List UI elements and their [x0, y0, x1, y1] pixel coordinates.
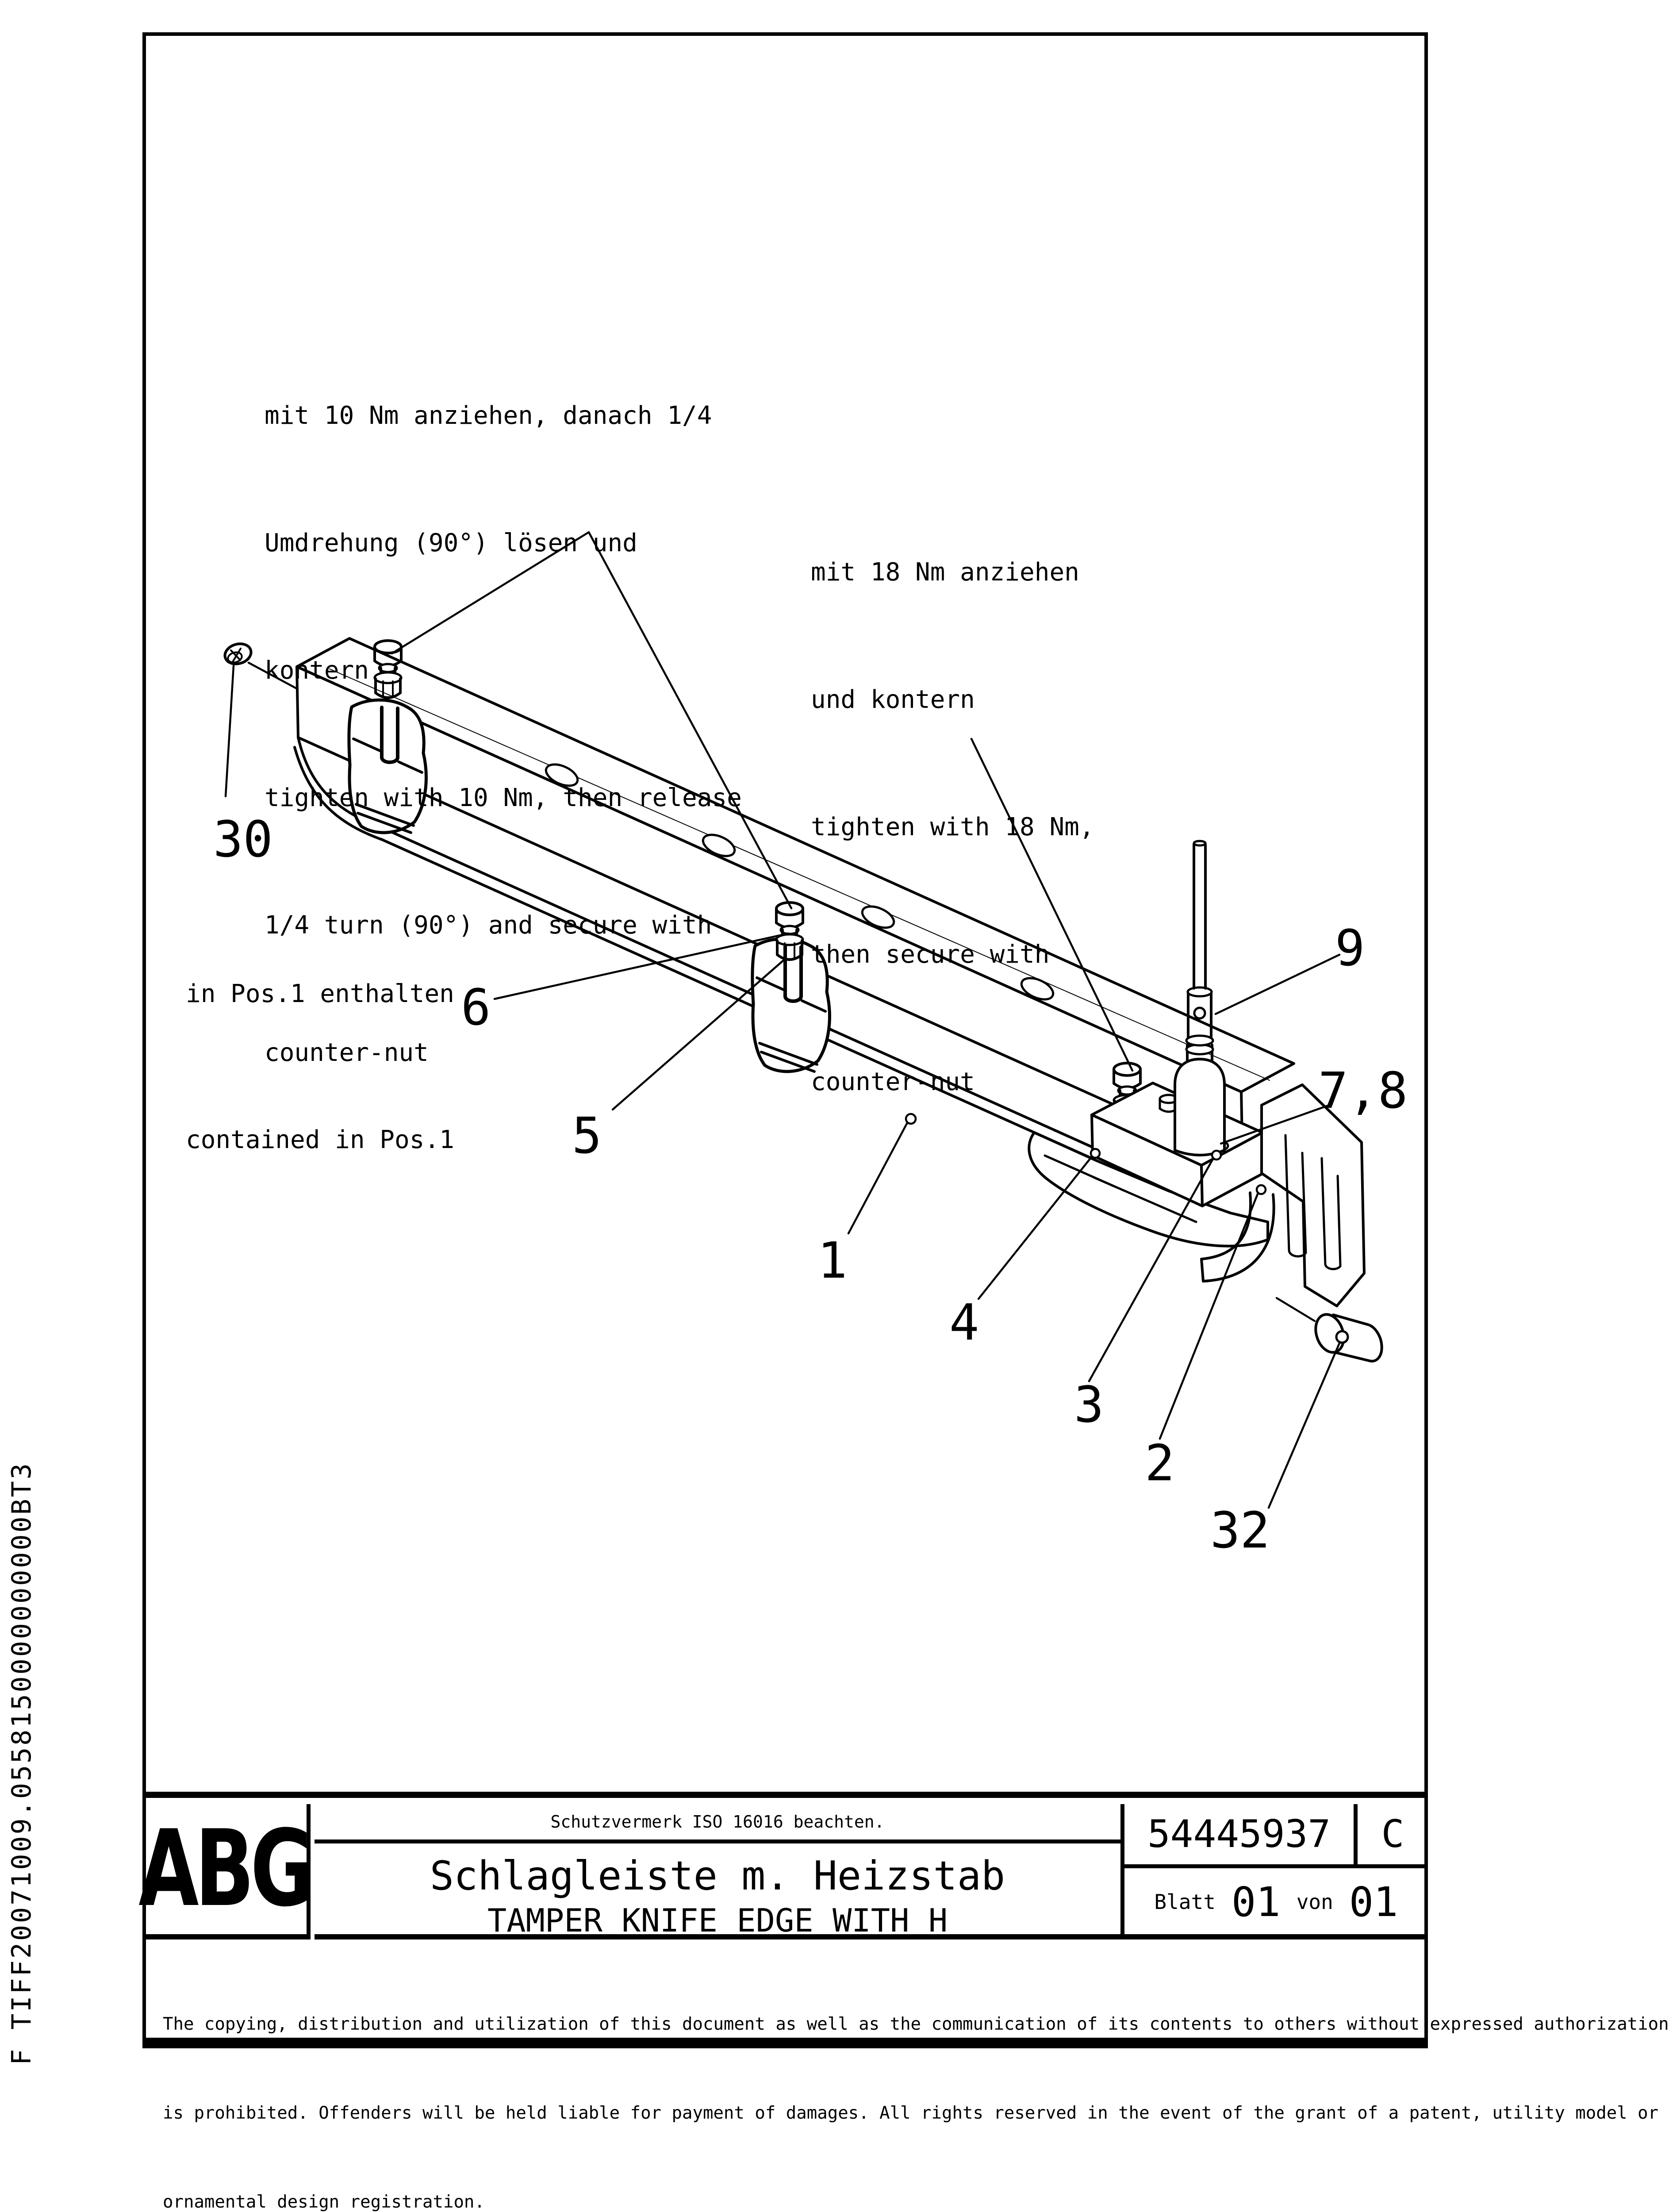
- note-line: Umdrehung (90°) lösen und: [265, 529, 637, 557]
- note-line: counter-nut: [265, 1038, 429, 1067]
- leader-4: [978, 1156, 1093, 1299]
- part-label-32: 32: [1210, 1502, 1270, 1559]
- note-line: mit 10 Nm anziehen, danach 1/4: [265, 401, 712, 430]
- leader-32: [1269, 1343, 1339, 1508]
- note-line: in Pos.1 enthalten: [186, 979, 454, 1008]
- note-line: mit 18 Nm anziehen: [811, 558, 1079, 587]
- drawing-title-german: Schlagleiste m. Heizstab: [430, 1853, 1005, 1899]
- leader-dot-4: [1091, 1149, 1100, 1158]
- note-line: und kontern: [811, 685, 975, 714]
- revision-letter: C: [1354, 1804, 1428, 1864]
- pos30-note: [186, 872, 454, 1213]
- torque-note-18nm: [811, 466, 1094, 1146]
- part-label-6: 6: [461, 979, 491, 1037]
- abg-logo: ABG: [138, 1808, 311, 1930]
- protection-note: Schutzvermerk ISO 16016 beachten.: [315, 1804, 1120, 1843]
- rod-hole: [1194, 1008, 1205, 1018]
- note-line: 1/4 turn (90°) and secure with: [265, 911, 712, 940]
- part-32-bushing: [1311, 1311, 1382, 1361]
- title-block: [138, 1792, 1669, 2212]
- part-label-30: 30: [213, 811, 273, 868]
- drawing-number: 54445937: [1147, 1812, 1331, 1856]
- sheet-number: 01: [1231, 1878, 1281, 1926]
- note-line: contained in Pos.1: [186, 1125, 454, 1154]
- leader-30: [226, 666, 234, 796]
- part-label-4: 4: [949, 1294, 979, 1352]
- drawing-title-english: TAMPER KNIFE EDGE WITH H: [487, 1902, 948, 1939]
- legal-line: The copying, distribution and utilization of this document as well as the communication of its contents to others without expressed authorization: [163, 2014, 1669, 2034]
- note-line: tighten with 10 Nm, then release: [265, 783, 742, 812]
- of-label: von: [1296, 1890, 1333, 1914]
- part-label-1: 1: [817, 1232, 848, 1290]
- sheet-row: [1124, 1868, 1428, 1936]
- leader-dot-3: [1212, 1151, 1221, 1160]
- leader-9: [1216, 955, 1339, 1014]
- bracket-to-32: [1277, 1298, 1315, 1321]
- note-line: counter-nut: [811, 1068, 975, 1096]
- margin-file-text: F TIFF20071009.0558150000000000BT3: [6, 1461, 37, 2065]
- title-cell: [315, 1804, 1120, 1939]
- logo-cell: [138, 1804, 311, 1939]
- note-line: then secure with: [811, 940, 1050, 969]
- part-label-3: 3: [1074, 1376, 1104, 1434]
- legal-line: is prohibited. Offenders will be held liable for payment of damages. All rights reserved in the event of the grant of a patent, utility model or: [163, 2103, 1659, 2123]
- note-line: kontern: [265, 656, 369, 685]
- note-line: tighten with 18 Nm,: [811, 813, 1094, 841]
- number-cell: [1120, 1804, 1428, 1939]
- sheet-label: Blatt: [1154, 1890, 1216, 1914]
- heater-cylinder: [1175, 1059, 1224, 1155]
- part-label-2: 2: [1145, 1435, 1175, 1492]
- part-label-7-8: 7,8: [1318, 1062, 1408, 1120]
- legal-notice: [163, 1950, 1669, 2212]
- of-number: 01: [1349, 1878, 1398, 1926]
- drawing-number-row: [1124, 1804, 1428, 1868]
- legal-line: ornamental design registration.: [163, 2192, 485, 2212]
- leader-dot-2: [1257, 1185, 1266, 1194]
- part-label-5: 5: [572, 1107, 602, 1165]
- bushing-hole: [1336, 1331, 1348, 1343]
- part-label-9: 9: [1335, 920, 1365, 977]
